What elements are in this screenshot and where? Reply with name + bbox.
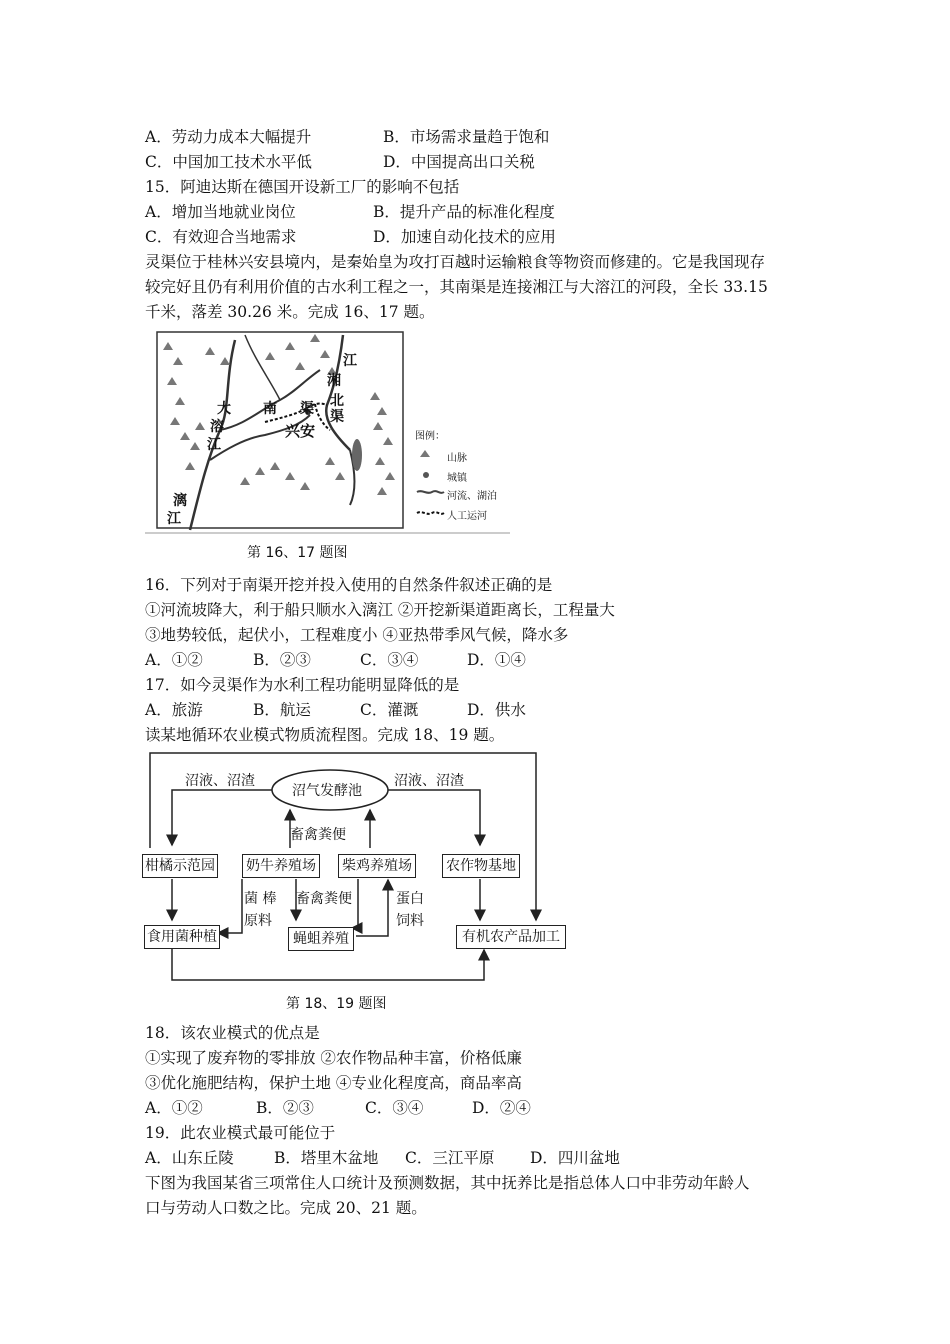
q17-option-a: A．旅游 (145, 701, 203, 719)
q16-statement-2: ③地势较低，起伏小，工程难度小 ④亚热带季风气候，降水多 (145, 626, 569, 644)
flow-organic: 有机农产品加工 (456, 925, 566, 949)
flow-caption: 第 18、19 题图 (286, 996, 387, 1012)
linqu-map (145, 330, 515, 535)
map-label-qu: 渠 (300, 401, 314, 417)
legend-mountain: 山脉 (447, 453, 467, 464)
map-label-qu2: 渠 (330, 409, 344, 425)
map-label-jiang2: 江 (207, 437, 221, 453)
passage1-line1: 灵渠位于桂林兴安县境内，是秦始皇为攻打百越时运输粮食等物资而修建的。它是我国现存 (145, 253, 766, 271)
q19-option-d: D．四川盆地 (530, 1149, 620, 1167)
q16-statement-1: ①河流坡降大，利于船只顺水入漓江 ②开挖新渠道距离长，工程量大 (145, 601, 615, 619)
q19-option-a: A．山东丘陵 (145, 1149, 234, 1167)
q14-option-c: C．中国加工技术水平低 (145, 153, 312, 171)
q15-stem: 15．阿迪达斯在德国开设新工厂的影响不包括 (145, 178, 460, 196)
q16-option-a: A．①② (145, 651, 203, 669)
passage3-line2: 口与劳动人口数之比。完成 20、21 题。 (145, 1199, 427, 1217)
legend-town: 城镇 (447, 473, 467, 484)
q14-option-a: A．劳动力成本大幅提升 (145, 128, 312, 146)
flow-mushroom-material-2: 原料 (244, 913, 272, 929)
q17-stem: 17．如今灵渠作为水利工程功能明显降低的是 (145, 676, 460, 694)
q15-option-c: C．有效迎合当地需求 (145, 228, 297, 246)
flow-chicken: 柴鸡养殖场 (338, 854, 416, 878)
passage3-line1: 下图为我国某省三项常住人口统计及预测数据，其中抚养比是指总体人口中非劳动年龄人 (145, 1174, 750, 1192)
legend-canal: 人工运河 (447, 511, 487, 522)
q19-option-c: C．三江平原 (405, 1149, 495, 1167)
flow-maggot: 蝇蛆养殖 (288, 927, 354, 951)
map-label-bei: 北 (330, 393, 344, 409)
q16-option-b: B．②③ (253, 651, 311, 669)
flow-slurry-left: 沼液、沼渣 (185, 773, 255, 789)
map-caption: 第 16、17 题图 (247, 545, 348, 561)
map-label-rong: 溶 (210, 419, 224, 435)
map-graphic (145, 330, 515, 535)
flow-crop: 农作物基地 (442, 854, 520, 878)
q15-option-a: A．增加当地就业岗位 (145, 203, 296, 221)
q14-option-d: D．中国提高出口关税 (383, 153, 535, 171)
flow-biogas: 沼气发酵池 (292, 783, 362, 799)
passage1-line3: 千米，落差 30.26 米。完成 16、17 题。 (145, 303, 435, 321)
q18-option-c: C．③④ (365, 1099, 424, 1117)
flow-slurry-right: 沼液、沼渣 (394, 773, 464, 789)
q19-stem: 19．此农业模式最可能位于 (145, 1124, 336, 1142)
q15-option-d: D．加速自动化技术的应用 (373, 228, 556, 246)
map-label-xiang: 湘 (327, 373, 341, 389)
q18-option-b: B．②③ (256, 1099, 314, 1117)
q19-option-b: B．塔里木盆地 (274, 1149, 379, 1167)
map-label-xingan: 兴安 (285, 422, 316, 440)
map-label-nan: 南 (263, 401, 277, 417)
flow-dairy: 奶牛养殖场 (242, 854, 320, 878)
flow-mushroom: 食用菌种植 (144, 925, 220, 949)
q18-statement-2: ③优化施肥结构，保护土地 ④专业化程度高，商品率高 (145, 1074, 522, 1092)
q18-statement-1: ①实现了废弃物的零排放 ②农作物品种丰富，价格低廉 (145, 1049, 522, 1067)
q16-stem: 16．下列对于南渠开挖并投入使用的自然条件叙述正确的是 (145, 576, 553, 594)
map-label-li: 漓 (173, 493, 187, 509)
flow-mushroom-material-1: 菌 棒 (244, 891, 277, 907)
q18-option-a: A．①② (145, 1099, 203, 1117)
map-label-jiang: 江 (343, 353, 357, 369)
flow-citrus: 柑橘示范园 (142, 854, 218, 878)
q18-option-d: D．②④ (472, 1099, 531, 1117)
q16-option-c: C．③④ (360, 651, 419, 669)
flow-manure-top: 畜禽粪便 (290, 827, 346, 843)
q15-option-b: B．提升产品的标准化程度 (373, 203, 555, 221)
q16-option-d: D．①④ (467, 651, 526, 669)
legend-river: 河流、湖泊 (447, 491, 497, 502)
flow-manure-mid: 畜禽粪便 (296, 891, 352, 907)
flow-protein-1: 蛋白 (396, 891, 424, 907)
q14-option-b: B．市场需求量趋于饱和 (383, 128, 550, 146)
flow-diagram (140, 748, 580, 1018)
q17-option-c: C．灌溉 (360, 701, 419, 719)
legend-title: 图例： (415, 431, 445, 442)
flow-protein-2: 饲料 (396, 913, 424, 929)
passage2: 读某地循环农业模式物质流程图。完成 18、19 题。 (145, 726, 505, 744)
q17-option-d: D．供水 (467, 701, 526, 719)
map-label-jiang3: 江 (167, 511, 181, 527)
map-label-da: 大 (217, 401, 231, 417)
q18-stem: 18．该农业模式的优点是 (145, 1024, 320, 1042)
passage1-line2: 较完好且仍有利用价值的古水利工程之一，其南渠是连接湘江与大溶江的河段，全长 33.15 (145, 278, 768, 296)
q17-option-b: B．航运 (253, 701, 311, 719)
